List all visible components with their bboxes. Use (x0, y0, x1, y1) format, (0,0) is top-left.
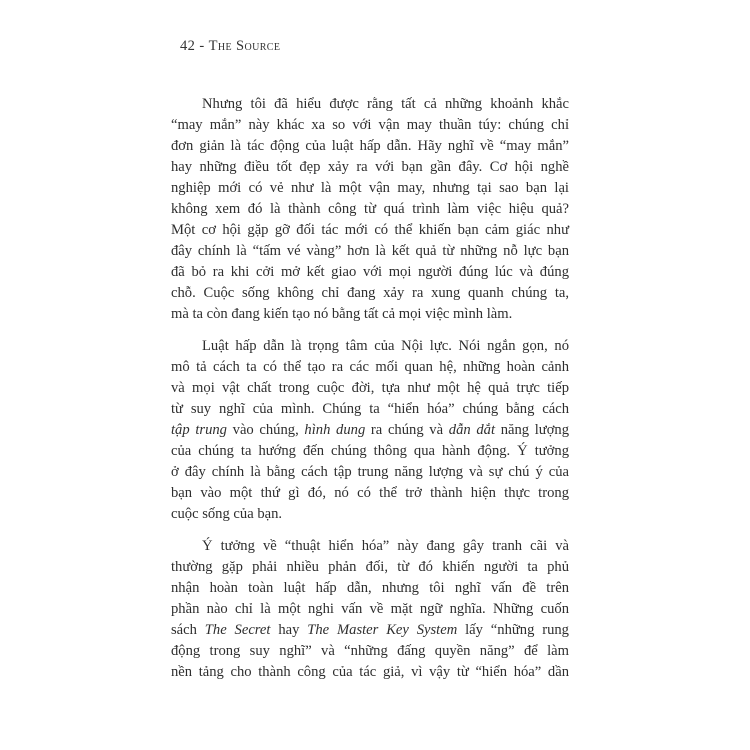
text-run: cuộc sống của bạn. (171, 506, 283, 522)
book-title: The Source (208, 38, 281, 54)
text-line (171, 599, 569, 620)
text-line (171, 504, 569, 525)
text-run: bạn vào một thứ gì đó, nó có thể trở thành hiện thực trong (171, 485, 569, 501)
text-line (171, 220, 569, 241)
text-run: phần nào chỉ là một nghi vấn về mặt ngữ nghĩa. Những cuốn (171, 601, 569, 617)
text-run: lấy “những rung (457, 622, 569, 638)
text-run: ra chúng và (365, 422, 449, 438)
text-run: Luật hấp dẫn là trọng tâm của Nội lực. Nói ngắn gọn, nó (202, 338, 569, 354)
text-run: Ý tưởng về “thuật hiển hóa” này đang gây tranh cãi và (202, 538, 569, 554)
text-run: vào chúng, (226, 422, 305, 438)
text-run: năng lượng (495, 422, 570, 438)
text-run: của chúng ta hướng đến chúng thông qua hành động. Ý tưởng (171, 443, 569, 459)
text-line (171, 557, 569, 578)
text-run: đây chính là “tấm vé vàng” hơn là kết quả từ những nỗ lực bạn (171, 243, 569, 259)
text-line (171, 199, 569, 220)
text-line (171, 262, 569, 283)
text-line (171, 178, 569, 199)
italic-text-run: hình dung (304, 422, 366, 438)
text-run: và mọi vật chất trong cuộc đời, tựa như một hệ quả trực tiếp (171, 380, 569, 396)
text-line (171, 420, 569, 441)
text-run: động trong suy nghĩ” và “những đấng quyền năng” để làm (171, 643, 569, 659)
text-line (171, 94, 569, 115)
text-line (171, 136, 569, 157)
text-run: Nhưng tôi đã hiểu được rằng tất cả những khoảnh khắc (202, 96, 569, 112)
text-line (171, 115, 569, 136)
running-header (180, 38, 280, 55)
text-line (171, 336, 569, 357)
text-run: mà ta còn đang kiến tạo nó bằng tất cả mọi việc mình làm. (171, 306, 513, 322)
header-separator: - (195, 38, 209, 54)
italic-text-run: The Secret (204, 622, 271, 638)
text-line (171, 304, 569, 325)
text-run: đơn giản là tác động của luật hấp dẫn. Hãy nghĩ về “may mắn” (171, 138, 569, 154)
text-run: “may mắn” này khác xa so với vận may thuần túy: chúng chỉ (171, 117, 569, 133)
text-line (171, 536, 569, 557)
text-line (171, 441, 569, 462)
text-run: sách (171, 622, 205, 638)
text-run: thường gặp phải nhiều phản đối, từ đó khiến người ta phủ (171, 559, 569, 575)
paragraph (171, 536, 569, 683)
italic-text-run: tập trung (171, 422, 227, 438)
text-line (171, 357, 569, 378)
text-run: hay (270, 622, 308, 638)
text-run: Một cơ hội gặp gỡ đối tác mới có thể khiến bạn cảm giác như (171, 222, 569, 238)
text-run: nghiệp mới có vẻ như là một vận may, nhưng tại sao bạn lại (171, 180, 569, 196)
text-line (171, 641, 569, 662)
text-line (171, 399, 569, 420)
text-line (171, 620, 569, 641)
text-run: nhận hoàn toàn luật hấp dẫn, nhưng tôi nghĩ vấn đề trên (171, 580, 569, 596)
text-line (171, 483, 569, 504)
italic-text-run: The Master Key System (307, 622, 458, 638)
page-body-text (171, 94, 569, 694)
text-run: ở đây chính là bằng cách tập trung năng lượng và sự chú ý của (171, 464, 569, 480)
text-line (171, 283, 569, 304)
paragraph (171, 336, 569, 525)
text-run: chỗ. Cuộc sống không chỉ đang xảy ra xung quanh chúng ta, (171, 285, 569, 301)
text-run: đã bỏ ra khi cởi mở kết giao với mọi người đúng lúc và đúng (171, 264, 569, 280)
text-run: không xem đó là thành công từ quá trình làm việc hiệu quả? (171, 201, 569, 217)
text-line (171, 662, 569, 683)
paragraph (171, 94, 569, 325)
italic-text-run: dẫn dắt (448, 422, 496, 438)
page-number: 42 (180, 38, 196, 54)
text-run: từ suy nghĩ của mình. Chúng ta “hiển hóa” chúng bằng cách (171, 401, 569, 417)
text-run: hay những điều tốt đẹp xảy ra với bạn gần đây. Cơ hội nghề (171, 159, 569, 175)
text-line (171, 378, 569, 399)
text-run: nền tảng cho thành công của tác giả, vì vậy từ “hiển hóa” dần (171, 664, 569, 680)
text-run: mô tả cách ta có thể tạo ra các mối quan hệ, những hoàn cảnh (171, 359, 569, 375)
text-line (171, 462, 569, 483)
text-line (171, 157, 569, 178)
text-line (171, 578, 569, 599)
text-line (171, 241, 569, 262)
